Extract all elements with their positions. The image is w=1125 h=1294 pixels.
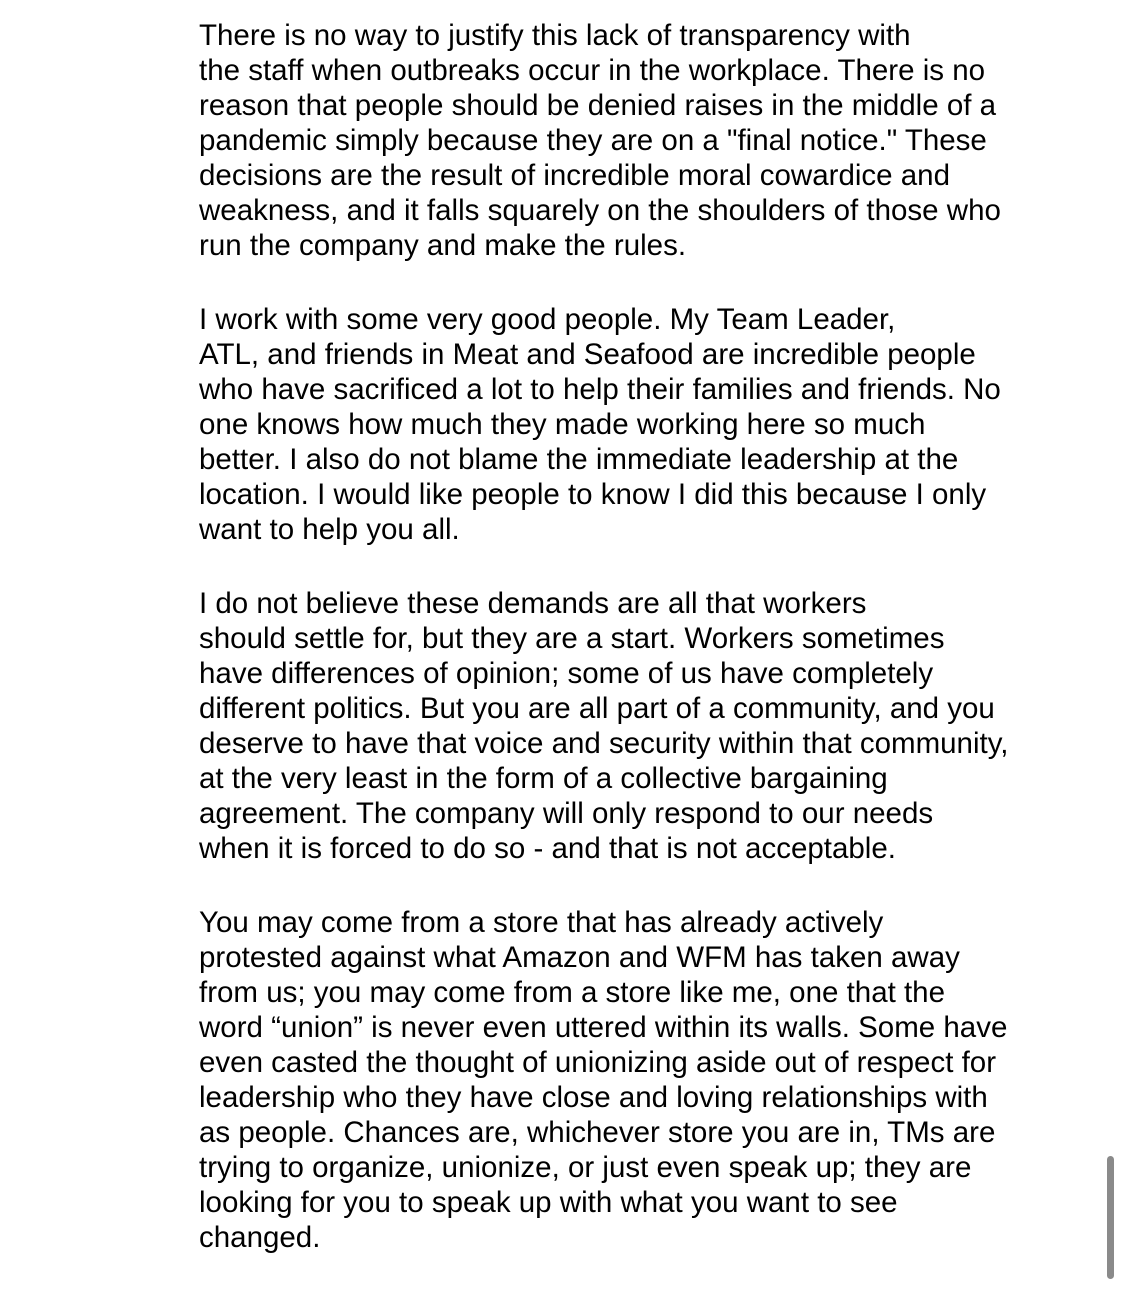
text-line: ATL, and friends in Meat and Seafood are incredible people [199, 338, 976, 371]
text-line: who have sacrificed a lot to help their families and friends. No [199, 373, 1001, 406]
text-line: pandemic simply because they are on a "final notice." These [199, 124, 987, 157]
text-line: agreement. The company will only respond to our needs [199, 797, 934, 830]
text-line: looking for you to speak up with what you want to see [199, 1186, 898, 1219]
text-line: want to help you all. [199, 513, 460, 546]
text-line: deserve to have that voice and security within that community, [199, 727, 1009, 760]
text-line: trying to organize, unionize, or just even speak up; they are [199, 1151, 972, 1184]
text-line: should settle for, but they are a start. Workers sometimes [199, 622, 945, 655]
text-line: protested against what Amazon and WFM has taken away [199, 941, 960, 974]
text-line: even casted the thought of unionizing aside out of respect for [199, 1046, 997, 1079]
text-line: from us; you may come from a store like me, one that the [199, 976, 945, 1009]
text-line: different politics. But you are all part of a community, and you [199, 692, 995, 725]
text-line: leadership who they have close and loving relationships with [199, 1081, 988, 1114]
text-line: the staff when outbreaks occur in the workplace. There is no [199, 54, 986, 87]
text-line: location. I would like people to know I did this because I only [199, 478, 987, 511]
text-line: as people. Chances are, whichever store you are in, TMs are [199, 1116, 996, 1149]
paragraph-4 [133, 905, 1008, 1255]
text-line: I work with some very good people. My Team Leader, [199, 303, 896, 336]
paragraph-3 [133, 586, 1009, 866]
text-line: better. I also do not blame the immediate leadership at the [199, 443, 959, 476]
text-line: have differences of opinion; some of us have completely [199, 657, 934, 690]
text-line: at the very least in the form of a collective bargaining [199, 762, 888, 795]
text-line: weakness, and it falls squarely on the shoulders of those who [199, 194, 1001, 227]
document-body [133, 18, 1009, 1294]
text-line: when it is forced to do so - and that is not acceptable. [199, 832, 896, 865]
text-line: reason that people should be denied raises in the middle of a [199, 89, 997, 122]
paragraph-2 [133, 302, 1003, 547]
text-line: There is no way to justify this lack of transparency with [199, 19, 911, 52]
text-line: changed. [199, 1221, 321, 1254]
text-line: You may come from a store that has already actively [199, 906, 884, 939]
text-line: decisions are the result of incredible moral cowardice and [199, 159, 950, 192]
text-line: word “union” is never even uttered within its walls. Some have [199, 1011, 1008, 1044]
vertical-scrollbar[interactable] [1107, 1156, 1114, 1279]
text-line: run the company and make the rules. [199, 229, 687, 262]
paragraph-1 [133, 18, 1003, 263]
text-line: one knows how much they made working here so much [199, 408, 926, 441]
text-line: I do not believe these demands are all that workers [199, 587, 867, 620]
